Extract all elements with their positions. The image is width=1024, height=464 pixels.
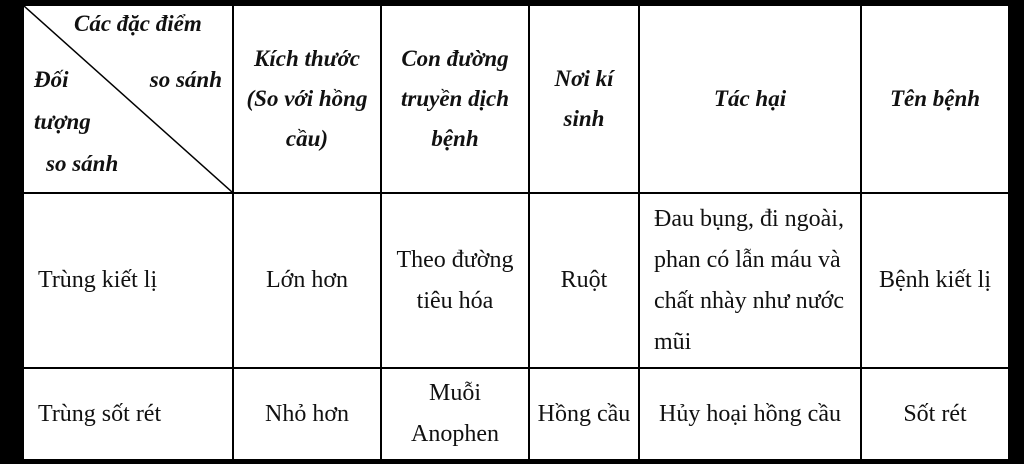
cell-harm: Hủy hoại hồng cầu: [639, 368, 861, 460]
corner-top-label: Các đặc điểm: [74, 11, 202, 36]
cell-transmission: Muỗi Anophen: [381, 368, 529, 460]
cell-size: Nhỏ hơn: [233, 368, 381, 460]
header-disease: Tên bệnh: [861, 5, 1009, 193]
header-host-site: Nơi kí sinh: [529, 5, 639, 193]
table-row: [23, 193, 1009, 368]
cell-disease: Bệnh kiết lị: [861, 193, 1009, 368]
corner-left-label-3: so sánh: [46, 151, 119, 176]
header-row: [23, 5, 1009, 193]
cell-harm: Đau bụng, đi ngoài, phan có lẫn máu và chất nhày như nước mũi: [639, 193, 861, 368]
header-size: Kích thước (So với hồng cầu): [233, 5, 381, 193]
header-transmission: Con đường truyền dịch bệnh: [381, 5, 529, 193]
cell-size: Lớn hơn: [233, 193, 381, 368]
table-row: [23, 368, 1009, 460]
corner-left-label-2: tượng: [34, 109, 91, 134]
header-harm: Tác hại: [639, 5, 861, 193]
cell-disease: Sốt rét: [861, 368, 1009, 460]
document-page: [22, 4, 1008, 460]
cell-host-site: Hồng cầu: [529, 368, 639, 460]
cell-host-site: Ruột: [529, 193, 639, 368]
cell-transmission: Theo đường tiêu hóa: [381, 193, 529, 368]
corner-cell: [23, 5, 233, 193]
row-subject: Trùng sốt rét: [23, 368, 233, 460]
corner-right-label: so sánh: [149, 67, 222, 92]
comparison-table: [22, 4, 1010, 461]
corner-left-label-1: Đối: [34, 67, 69, 92]
row-subject: Trùng kiết lị: [23, 193, 233, 368]
